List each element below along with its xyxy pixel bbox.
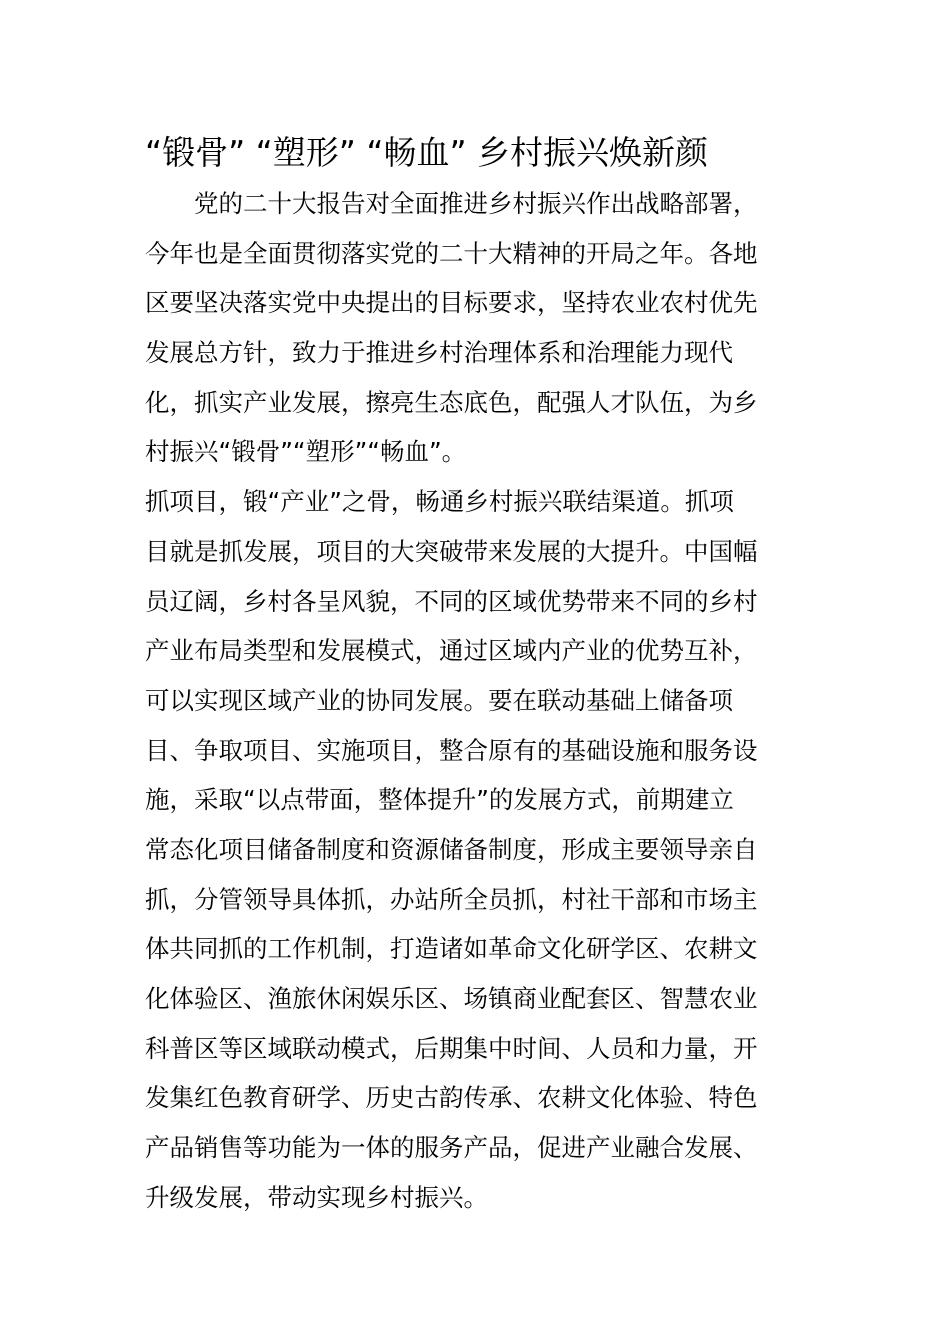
text-line: 发集红色教育研学、历史古韵传承、农耕文化体验、特色	[145, 1083, 758, 1113]
text-line: 区要坚决落实党中央提出的目标要求，坚持农业农村优先	[145, 288, 758, 318]
text-line: 常态化项目储备制度和资源储备制度，形成主要领导亲自	[145, 834, 758, 864]
paragraph-projects	[145, 477, 810, 1222]
text-line: 党的二十大报告对全面推进乡村振兴作出战略部署，	[145, 189, 758, 218]
text-line: 化体验区、渔旅休闲娱乐区、场镇商业配套区、智慧农业	[145, 984, 758, 1013]
text-line: 发展总方针，致力于推进乡村治理体系和治理能力现代	[145, 338, 733, 368]
document-body	[145, 179, 810, 1222]
text-line: 目、争取项目、实施项目，整合原有的基础设施和服务设	[145, 735, 758, 765]
text-line: 员辽阔，乡村各呈风貌，不同的区域优势带来不同的乡村	[145, 586, 758, 616]
text-line: 村振兴“锻骨”“塑形”“畅血”。	[145, 437, 467, 467]
text-line: 抓，分管领导具体抓，办站所全员抓，村社干部和市场主	[145, 884, 758, 914]
text-line: 升级发展，带动实现乡村振兴。	[145, 1182, 488, 1212]
text-line: 科普区等区域联动模式，后期集中时间、人员和力量，开	[145, 1033, 758, 1063]
text-line: 今年也是全面贯彻落实党的二十大精神的开局之年。各地	[145, 238, 758, 268]
paragraph-intro	[145, 179, 810, 477]
text-line: 目就是抓发展，项目的大突破带来发展的大提升。中国幅	[145, 536, 758, 566]
text-line: 产业布局类型和发展模式，通过区域内产业的优势互补，	[145, 636, 758, 666]
text-line: 可以实现区域产业的协同发展。要在联动基础上储备项	[145, 685, 733, 715]
text-line: 产品销售等功能为一体的服务产品，促进产业融合发展、	[145, 1133, 758, 1163]
text-line: 化，抓实产业发展，擦亮生态底色，配强人才队伍，为乡	[145, 387, 758, 417]
text-line: 体共同抓的工作机制，打造诸如革命文化研学区、农耕文	[145, 934, 758, 964]
text-line: 抓项目，锻“产业”之骨，畅通乡村振兴联结渠道。抓项	[145, 487, 734, 517]
text-line: 施，采取“以点带面，整体提升”的发展方式，前期建立	[145, 785, 734, 815]
document-title: “锻骨” “塑形” “畅血” 乡村振兴焕新颜	[145, 133, 709, 172]
